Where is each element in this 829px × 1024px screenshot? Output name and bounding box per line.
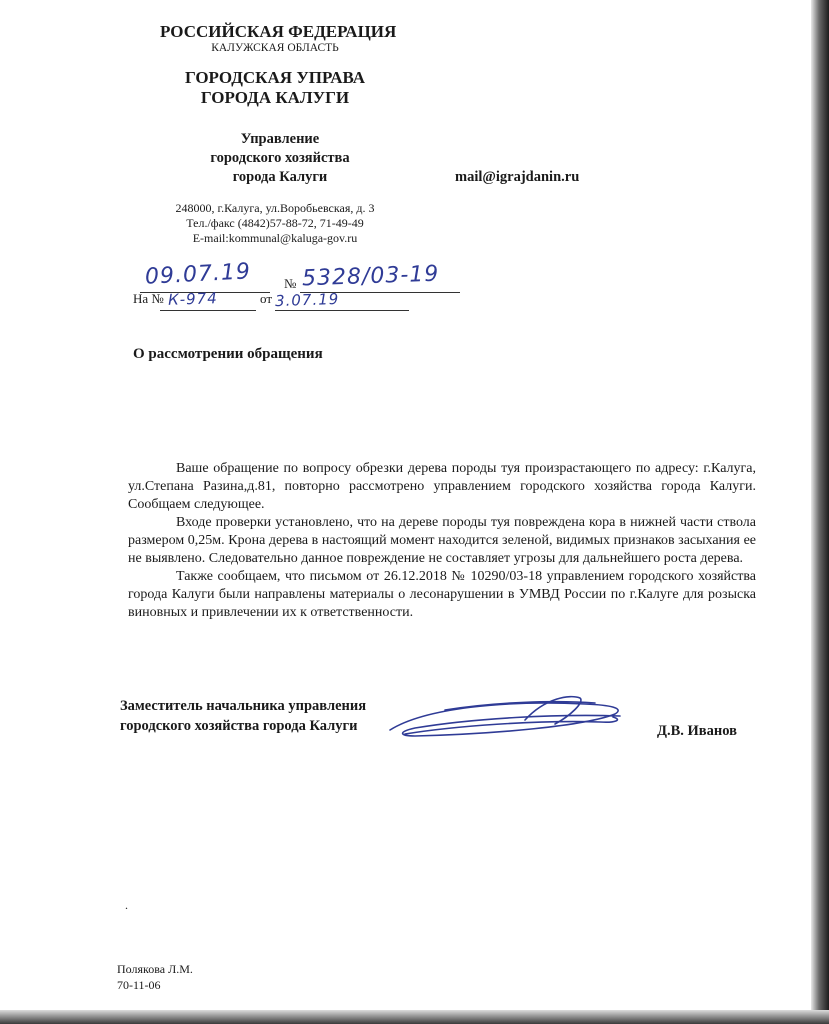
executor-name: Полякова Л.М. [117, 962, 193, 976]
executor-phone: 70-11-06 [117, 978, 161, 992]
header-uprava-line1: ГОРОДСКАЯ УПРАВА [184, 68, 366, 87]
scan-edge-bottom [0, 1010, 829, 1024]
handwritten-ref-number: К-974 [167, 289, 219, 309]
signer-name: Д.В. Иванов [657, 723, 737, 739]
stray-dot: . [125, 898, 128, 912]
body-paragraph-2: Входе проверки установлено, что на дереве породы туя повреждена кора в нижней части ствола размером 0,25м. Крона дерева в настоящий момент находится зеленой, видимых признаков засыхания ее не выявлено. Следовательно данное повреждение не составляет угрозы для дальнейшего роста дерева. [128, 515, 756, 566]
ref-number-line [160, 310, 256, 311]
signer-position-line1: Заместитель начальника управления [120, 698, 367, 714]
header-uprava-line2: ГОРОДА КАЛУГИ [200, 88, 350, 107]
recipient-email: mail@igrajdanin.ru [455, 169, 580, 185]
scan-edge-right [811, 0, 829, 1024]
body-paragraph-1: Ваше обращение по вопросу обрезки дерева породы туя произрастающего по адресу: г.Калуга, ул.Степана Разина,д.81, повторно рассмотрено управлением городского хозяйства города Калуги. Сообщаем следующее. [128, 461, 756, 512]
ref-date-label: от [260, 291, 273, 306]
body-paragraph-3: Также сообщаем, что письмом от 26.12.2018 № 10290/03-18 управлением городского хозяйства города Калуги были направлены материалы о лесонарушении в УМВД России по г.Калуге для розыска виновных и привлечении их к ответственности. [128, 569, 756, 620]
subject-line: О рассмотрении обращения [133, 346, 323, 362]
number-label: № [284, 276, 297, 291]
address-email: E-mail:kommunal@kaluga-gov.ru [192, 231, 358, 245]
handwritten-number: 5328/03-19 [301, 261, 440, 292]
header-federation: РОССИЙСКАЯ ФЕДЕРАЦИЯ [160, 22, 397, 41]
department-line3: города Калуги [232, 169, 328, 185]
ref-date-line [275, 310, 409, 311]
department-line1: Управление [240, 131, 320, 147]
address-line1: 248000, г.Калуга, ул.Воробьевская, д. 3 [175, 201, 375, 215]
handwritten-date: 09.07.19 [144, 259, 252, 290]
handwritten-ref-date: 3.07.19 [274, 289, 340, 311]
department-line2: городского хозяйства [210, 150, 350, 166]
handwritten-signature [385, 690, 635, 745]
ref-label: На № [133, 291, 164, 306]
signer-position-line2: городского хозяйства города Калуги [120, 718, 358, 734]
address-phone: Тел./факс (4842)57-88-72, 71-49-49 [186, 216, 364, 230]
header-region: КАЛУЖСКАЯ ОБЛАСТЬ [211, 42, 339, 54]
letter-body [128, 460, 756, 622]
